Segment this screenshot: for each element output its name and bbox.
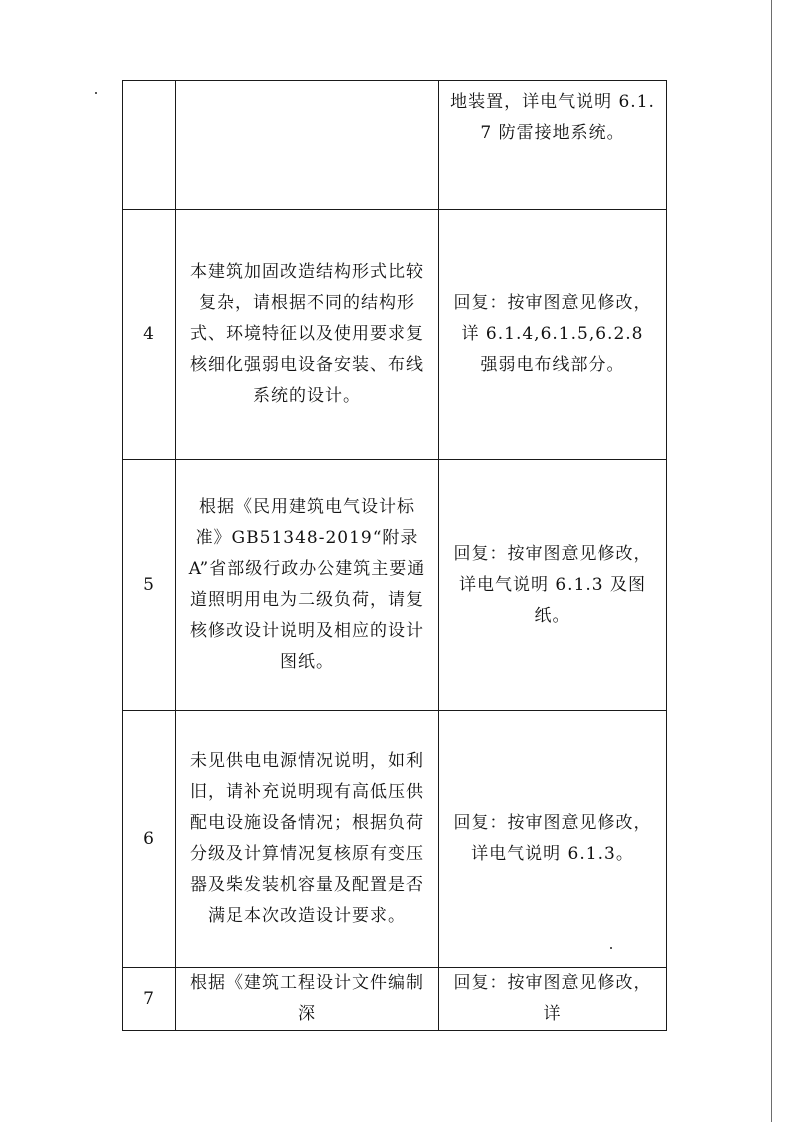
- table-row: [123, 968, 667, 1031]
- table-row: [123, 711, 667, 968]
- reply-text: [439, 968, 667, 1031]
- reply-text-content: 回复：按审图意见修改，详: [453, 973, 652, 1024]
- scan-speck: [95, 92, 97, 94]
- review-issue: [176, 968, 439, 1031]
- scan-edge-line: [771, 0, 772, 1122]
- reply-text: [439, 460, 667, 711]
- reply-text: [439, 210, 667, 460]
- review-comments-table: [122, 80, 667, 1031]
- reply-text-content: 地装置，详电气说明 6.1.7 防雷接地系统。: [450, 92, 655, 143]
- review-issue-text: 根据《民用建筑电气设计标准》GB51348-2019“附录 A”省部级行政办公建筑主要通道照明用电为二级负荷，请复核修改设计说明及相应的设计图纸。: [188, 497, 426, 672]
- row-number: 7: [123, 968, 176, 1031]
- review-issue-text: 根据《建筑工程设计文件编制深: [190, 973, 424, 1024]
- row-number: 6: [123, 711, 176, 968]
- row-number: 5: [123, 460, 176, 711]
- table-row: [123, 81, 667, 210]
- review-issue: [176, 210, 439, 460]
- table-row: [123, 460, 667, 711]
- table-row: [123, 210, 667, 460]
- reply-text-content: 回复：按审图意见修改，详电气说明 6.1.3。: [453, 813, 652, 864]
- review-issue: [176, 711, 439, 968]
- scan-speck: [610, 947, 612, 949]
- review-issue-text: 未见供电电源情况说明，如利旧，请补充说明现有高低压供配电设施设备情况；根据负荷分级及计算情况复核原有变压器及柴发装机容量及配置是否满足本次改造设计要求。: [190, 751, 424, 926]
- reply-text-content: 回复：按审图意见修改，详 6.1.4,6.1.5,6.2.8 强弱电布线部分。: [453, 293, 652, 375]
- reply-text: [439, 711, 667, 968]
- row-number: 4: [123, 210, 176, 460]
- reply-text-content: 回复：按审图意见修改，详电气说明 6.1.3 及图纸。: [453, 543, 652, 626]
- review-issue-text: 本建筑加固改造结构形式比较复杂，请根据不同的结构形式、环境特征以及使用要求复核细化强弱电设备安装、布线系统的设计。: [190, 262, 424, 406]
- reply-text: [439, 81, 667, 210]
- review-issue: [176, 460, 439, 711]
- row-number: [123, 81, 176, 210]
- review-issue: [176, 81, 439, 210]
